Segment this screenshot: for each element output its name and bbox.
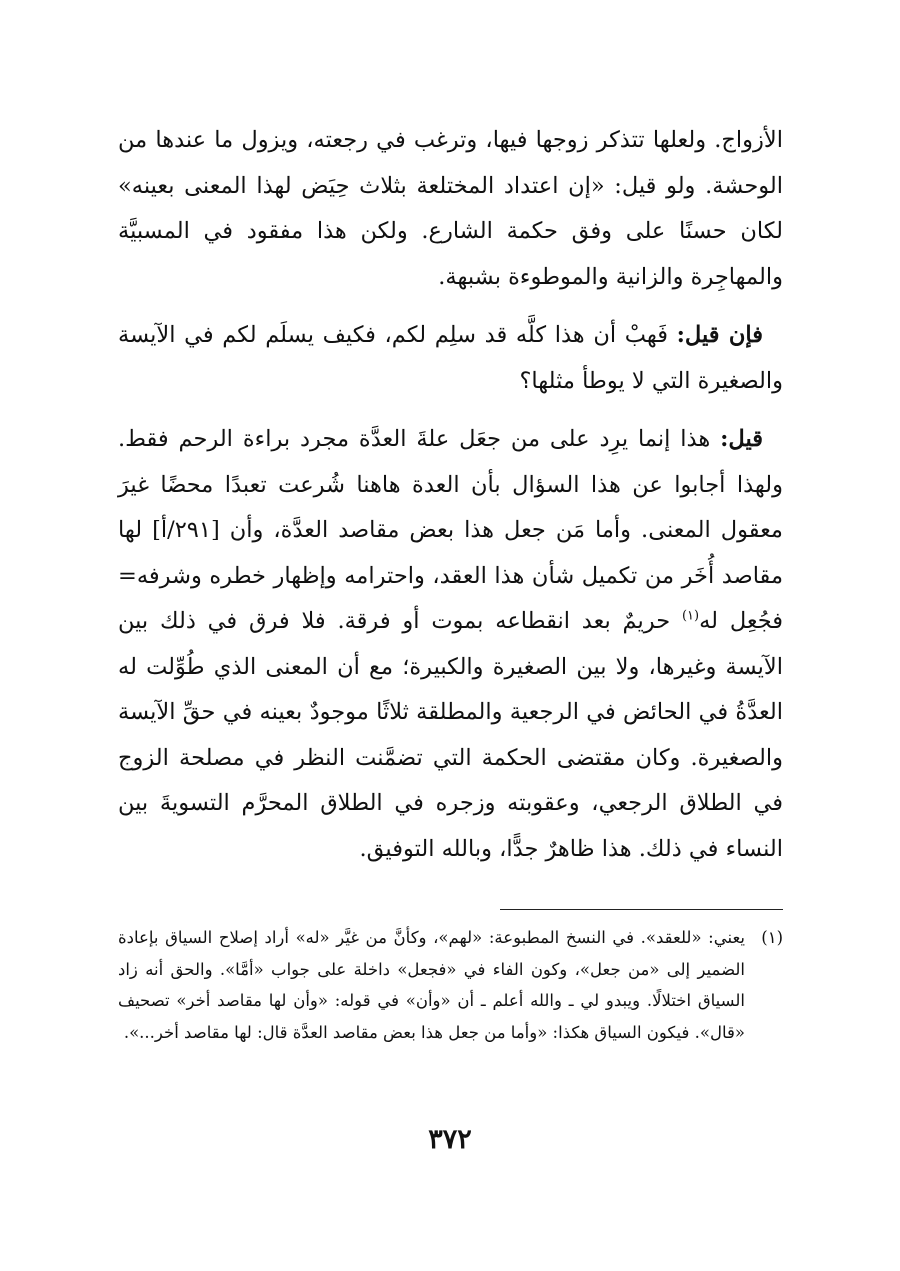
paragraph-1-text: الأزواج. ولعلها تتذكر زوجها فيها، وترغب في رجعته، ويزول ما عندها من الوحشة. ولو قيل: «إن اعتداد المختلعة بثلاث حِيَض لهذا المعنى بعينه» لكان حسنًا على وفق حكمة الشارع. ولكن هذا مفقود في المسبيَّة والمهاجِرة والزانية والموطوءة بشبهة.	[118, 127, 783, 290]
footnote-reference[interactable]: (١)	[681, 608, 700, 624]
page-number: ٣٧٢	[428, 1124, 472, 1155]
paragraph-3	[118, 417, 783, 872]
footnote	[118, 922, 783, 1048]
paragraph-3-text-a: هذا إنما يرِد على من جعَل علةَ العدَّة مجرد براءة الرحم فقط. ولهذا أجابوا عن هذا السؤال بأن العدة هاهنا شُرعت تعبدًا محضًا غيرَ معقول المعنى. وأما مَن جعل هذا بعض مقاصد العدَّة، وأن [٢٩١/أ] لها مقاصد أُخَر من تكميل شأن هذا العقد، واحترامه وإظهار خطره وشرفه= فجُعِل له	[118, 426, 783, 634]
paragraph-1	[118, 118, 783, 300]
paragraph-2-text: فَهبْ أن هذا كلَّه قد سلِم لكم، فكيف يسلَم لكم في الآيسة والصغيرة التي لا يوطأ مثلها؟	[118, 322, 783, 394]
footnote-text: يعني: «للعقد». في النسخ المطبوعة: «لهم»، وكأنَّ من غيَّر «له» أراد إصلاح السياق بإعادة الضمير إلى «من جعل»، وكون الفاء في «فجعل» داخلة على جواب «أمَّا». والحق أنه زاد السياق اختلالًا. ويبدو لي ـ والله أعلم ـ أن «وأن» في قوله: «وأن لها مقاصد أخر» تصحيف «قال». فيكون السياق هكذا: «وأما من جعل هذا بعض مقاصد العدَّة قال: لها مقاصد أخر...».	[118, 928, 745, 1042]
paragraph-2-lead: فإن قيل:	[676, 322, 763, 348]
main-text	[118, 118, 783, 885]
paragraph-2	[118, 313, 783, 404]
footnote-number: (١)	[761, 928, 783, 947]
paragraph-3-text-b: حريمٌ بعد انقطاعه بموت أو فرقة. فلا فرق في ذلك بين الآيسة وغيرها، ولا بين الصغيرة والكبيرة؛ مع أن المعنى الذي طُوِّلت له العدَّةُ في الحائض في الرجعية والمطلقة ثلاثًا موجودٌ بعينه في حقِّ الآيسة والصغيرة. وكان مقتضى الحكمة التي تضمَّنت النظر في مصلحة الزوج في الطلاق الرجعي، وعقوبته وزجره في الطلاق المحرَّم التسويةَ بين النساء في ذلك. هذا ظاهرٌ جدًّا، وبالله التوفيق.	[118, 608, 783, 862]
footnote-row	[118, 922, 783, 1048]
paragraph-3-lead: قيل:	[720, 426, 763, 452]
footnote-divider	[500, 909, 783, 910]
